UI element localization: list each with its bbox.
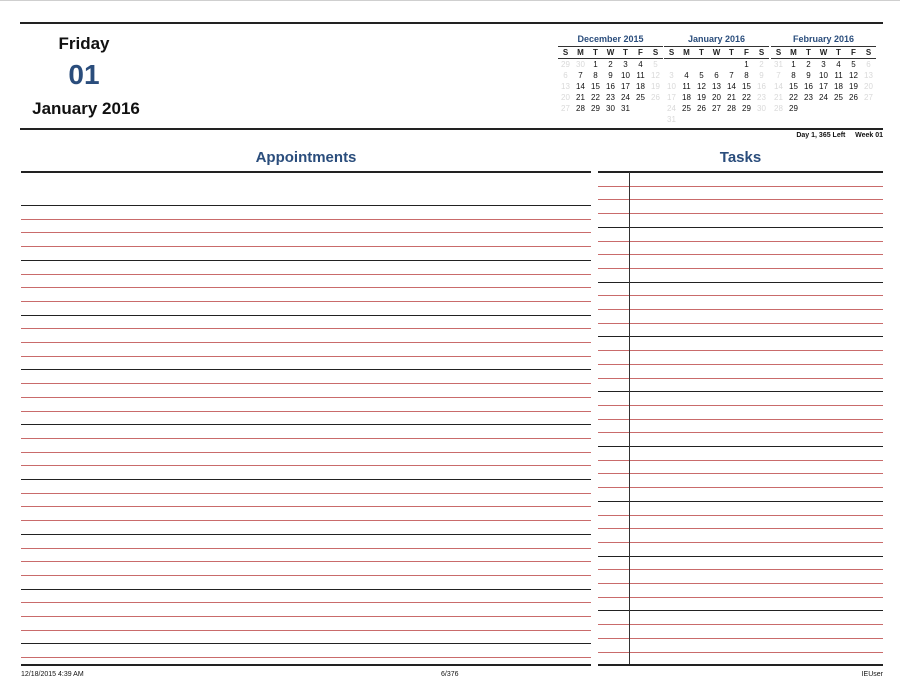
month-year: January 2016 (32, 99, 140, 118)
ruled-line (598, 610, 883, 611)
calendar-day: 12 (651, 71, 660, 80)
calendar-day: 29 (561, 60, 570, 69)
calendar-day: 8 (593, 71, 598, 80)
ruled-line (598, 460, 883, 461)
calendar-day: 4 (836, 60, 841, 69)
appointments-area[interactable] (21, 190, 591, 665)
calendar-day: 23 (606, 93, 615, 102)
ruled-line (21, 383, 591, 384)
ruled-line (21, 205, 591, 206)
ruled-line (598, 268, 883, 269)
ruled-line (21, 219, 591, 220)
weekday-label: S (865, 48, 872, 57)
calendar-day (694, 114, 709, 125)
calendar-day: 28 (576, 104, 585, 113)
calendar-day: 21 (774, 93, 783, 102)
calendar-day: 13 (561, 82, 570, 91)
ruled-line (21, 548, 591, 549)
mini-calendar-december-2015 (558, 34, 663, 114)
ruled-line (598, 638, 883, 639)
ruled-line (598, 583, 883, 584)
weekday-label: W (606, 48, 615, 57)
ruled-line (21, 246, 591, 247)
ruled-line (21, 369, 591, 370)
footer-print-date: 12/18/2015 4:39 AM (21, 671, 84, 678)
calendar-day: 16 (804, 82, 813, 91)
day-number: 01 (68, 59, 100, 90)
ruled-line (21, 315, 591, 316)
calendar-day: 20 (864, 82, 873, 91)
mini-calendar-title: December 2015 (577, 34, 644, 44)
weekday-header (771, 46, 876, 58)
calendar-day: 21 (576, 93, 585, 102)
ruled-line (598, 419, 883, 420)
ruled-line (598, 624, 883, 625)
calendar-day: 7 (729, 71, 734, 80)
calendar-day (754, 114, 769, 125)
calendar-day: 14 (727, 82, 736, 91)
calendar-day: 1 (593, 60, 598, 69)
ruled-line (598, 473, 883, 474)
calendar-day: 29 (742, 104, 751, 113)
ruled-line (598, 487, 883, 488)
calendar-day (801, 103, 816, 114)
ruled-line (598, 323, 883, 324)
weekday-label: S (652, 48, 659, 57)
calendar-day: 18 (636, 82, 645, 91)
calendar-day: 27 (561, 104, 570, 113)
ruled-line (21, 657, 591, 658)
ruled-line (598, 336, 883, 337)
calendar-day: 23 (757, 93, 766, 102)
calendar-day: 13 (712, 82, 721, 91)
calendar-day: 17 (819, 82, 828, 91)
ruled-line (598, 515, 883, 516)
calendar-day: 17 (621, 82, 630, 91)
ruled-line (598, 501, 883, 502)
header-rule (20, 128, 883, 130)
ruled-line (21, 301, 591, 302)
calendar-day: 10 (819, 71, 828, 80)
ruled-line (21, 465, 591, 466)
calendar-day: 3 (669, 71, 674, 80)
calendar-day: 2 (759, 60, 764, 69)
ruled-line (598, 542, 883, 543)
day-grid (558, 58, 663, 114)
calendar-day: 20 (561, 93, 570, 102)
ruled-line (598, 227, 883, 228)
calendar-day: 2 (806, 60, 811, 69)
calendar-day (679, 59, 694, 70)
ruled-line (598, 282, 883, 283)
ruled-line (21, 520, 591, 521)
day-grid (771, 58, 876, 114)
ruled-line (21, 493, 591, 494)
ruled-line (598, 213, 883, 214)
calendar-day: 9 (759, 71, 764, 80)
ruled-line (21, 260, 591, 261)
weekday-label: T (593, 48, 598, 57)
ruled-line (21, 328, 591, 329)
calendar-day: 10 (667, 82, 676, 91)
weekday-label: S (775, 48, 782, 57)
ruled-line (598, 528, 883, 529)
weekday-label: T (806, 48, 811, 57)
ruled-line (598, 597, 883, 598)
ruled-line (598, 569, 883, 570)
calendar-day: 24 (819, 93, 828, 102)
calendar-day: 26 (849, 93, 858, 102)
ruled-line (21, 287, 591, 288)
weekday-label: M (790, 48, 797, 57)
weekday-label: F (744, 48, 749, 57)
weekday-label: M (577, 48, 584, 57)
ruled-line (598, 432, 883, 433)
calendar-day: 3 (821, 60, 826, 69)
calendar-day: 6 (563, 71, 568, 80)
ruled-line (598, 172, 883, 173)
calendar-day: 29 (789, 104, 798, 113)
ruled-line (21, 397, 591, 398)
ruled-line (598, 199, 883, 200)
appointments-bottom-rule (21, 664, 591, 666)
calendar-day: 30 (576, 60, 585, 69)
ruled-line (21, 506, 591, 507)
calendar-day: 27 (864, 93, 873, 102)
day-name: Friday (58, 34, 110, 53)
calendar-day: 1 (791, 60, 796, 69)
weekday-label: W (712, 48, 721, 57)
calendar-day: 3 (623, 60, 628, 69)
calendar-day: 31 (667, 115, 676, 124)
calendar-day: 1 (744, 60, 749, 69)
calendar-day: 8 (744, 71, 749, 80)
calendar-day: 11 (682, 82, 691, 91)
ruled-line (598, 652, 883, 653)
calendar-day: 4 (684, 71, 689, 80)
weekday-label: W (819, 48, 828, 57)
ruled-line (598, 241, 883, 242)
ruled-line (21, 589, 591, 590)
ruled-line (21, 534, 591, 535)
calendar-day: 31 (774, 60, 783, 69)
ruled-line (598, 378, 883, 379)
ruled-line (21, 411, 591, 412)
mini-calendar-february-2016 (771, 34, 876, 114)
mini-calendar-title: January 2016 (687, 34, 746, 44)
calendar-day: 19 (697, 93, 706, 102)
calendar-day (861, 103, 876, 114)
calendar-day (709, 59, 724, 70)
calendar-day: 2 (608, 60, 613, 69)
weekday-label: F (851, 48, 856, 57)
ruled-line (21, 602, 591, 603)
calendar-day: 17 (667, 93, 676, 102)
ruled-line (21, 438, 591, 439)
calendar-day: 15 (789, 82, 798, 91)
calendar-day (648, 103, 663, 114)
calendar-day: 25 (636, 93, 645, 102)
ruled-line (21, 616, 591, 617)
ruled-line (21, 630, 591, 631)
mini-calendar-title: February 2016 (792, 34, 855, 44)
appointments-title: Appointments (255, 149, 357, 166)
weekday-label: T (699, 48, 704, 57)
calendar-day (831, 103, 846, 114)
calendar-day: 30 (606, 104, 615, 113)
tasks-title: Tasks (719, 149, 762, 166)
ruled-line (598, 309, 883, 310)
calendar-day: 16 (757, 82, 766, 91)
calendar-day: 26 (697, 104, 706, 113)
ruled-line (21, 424, 591, 425)
calendar-day (724, 59, 739, 70)
weekday-label: T (729, 48, 734, 57)
calendar-day: 22 (742, 93, 751, 102)
calendar-day: 5 (653, 60, 658, 69)
calendar-day: 23 (804, 93, 813, 102)
weekday-label: S (562, 48, 569, 57)
calendar-day: 28 (727, 104, 736, 113)
ruled-line (21, 356, 591, 357)
footer-page-number: 6/376 (441, 671, 459, 678)
ruled-line (21, 232, 591, 233)
calendar-day: 30 (757, 104, 766, 113)
ruled-line (598, 254, 883, 255)
calendar-day: 13 (864, 71, 873, 80)
ruled-line (598, 556, 883, 557)
calendar-day: 29 (591, 104, 600, 113)
calendar-day: 15 (591, 82, 600, 91)
ruled-line (598, 186, 883, 187)
calendar-day: 11 (636, 71, 645, 80)
calendar-day: 31 (621, 104, 630, 113)
calendar-day (694, 59, 709, 70)
calendar-day: 22 (591, 93, 600, 102)
calendar-day: 19 (651, 82, 660, 91)
ruled-line (598, 391, 883, 392)
calendar-day: 5 (699, 71, 704, 80)
ruled-line (598, 295, 883, 296)
tasks-area[interactable] (598, 172, 883, 665)
calendar-day: 15 (742, 82, 751, 91)
calendar-day: 26 (651, 93, 660, 102)
calendar-day: 4 (638, 60, 643, 69)
weekday-label: S (758, 48, 765, 57)
day-info: Day 1, 365 Left Week 01 (796, 132, 883, 139)
day-grid (664, 58, 769, 125)
calendar-day (679, 114, 694, 125)
ruled-line (21, 274, 591, 275)
calendar-day: 18 (834, 82, 843, 91)
top-rule (20, 22, 883, 24)
calendar-day: 12 (697, 82, 706, 91)
calendar-day: 10 (621, 71, 630, 80)
calendar-day: 28 (774, 104, 783, 113)
ruled-line (21, 342, 591, 343)
ruled-line (21, 452, 591, 453)
calendar-day: 12 (849, 71, 858, 80)
weekday-label: T (623, 48, 628, 57)
calendar-day: 25 (834, 93, 843, 102)
ruled-line (21, 561, 591, 562)
calendar-day (739, 114, 754, 125)
ruled-line (598, 405, 883, 406)
weekday-header (558, 46, 663, 58)
ruled-line (21, 575, 591, 576)
appointments-header-rule (21, 171, 591, 173)
weekday-label: S (668, 48, 675, 57)
ruled-line (598, 446, 883, 447)
calendar-day: 24 (667, 104, 676, 113)
ruled-line (598, 364, 883, 365)
ruled-line (598, 350, 883, 351)
calendar-day (709, 114, 724, 125)
weekday-label: F (638, 48, 643, 57)
calendar-day (846, 103, 861, 114)
footer-user: IEUser (861, 671, 883, 678)
calendar-day: 9 (608, 71, 613, 80)
calendar-day: 14 (576, 82, 585, 91)
calendar-day: 16 (606, 82, 615, 91)
ruled-line (21, 479, 591, 480)
calendar-day (724, 114, 739, 125)
weekday-label: T (836, 48, 841, 57)
calendar-day: 8 (791, 71, 796, 80)
calendar-day: 11 (834, 71, 843, 80)
calendar-day (816, 103, 831, 114)
mini-calendar-january-2016 (664, 34, 769, 125)
calendar-day: 6 (866, 60, 871, 69)
calendar-day (633, 103, 648, 114)
calendar-day: 18 (682, 93, 691, 102)
calendar-day: 21 (727, 93, 736, 102)
calendar-day: 7 (776, 71, 781, 80)
calendar-day: 24 (621, 93, 630, 102)
tasks-bottom-rule (598, 664, 883, 666)
weekday-header (664, 46, 769, 58)
weekday-label: M (683, 48, 690, 57)
calendar-day: 7 (578, 71, 583, 80)
calendar-day: 9 (806, 71, 811, 80)
calendar-day (664, 59, 679, 70)
calendar-day: 6 (714, 71, 719, 80)
calendar-day: 22 (789, 93, 798, 102)
calendar-day: 20 (712, 93, 721, 102)
calendar-day: 5 (851, 60, 856, 69)
ruled-line (21, 643, 591, 644)
calendar-day: 14 (774, 82, 783, 91)
calendar-day: 19 (849, 82, 858, 91)
calendar-day: 25 (682, 104, 691, 113)
calendar-day: 27 (712, 104, 721, 113)
tasks-checkbox-column-divider (629, 172, 630, 665)
